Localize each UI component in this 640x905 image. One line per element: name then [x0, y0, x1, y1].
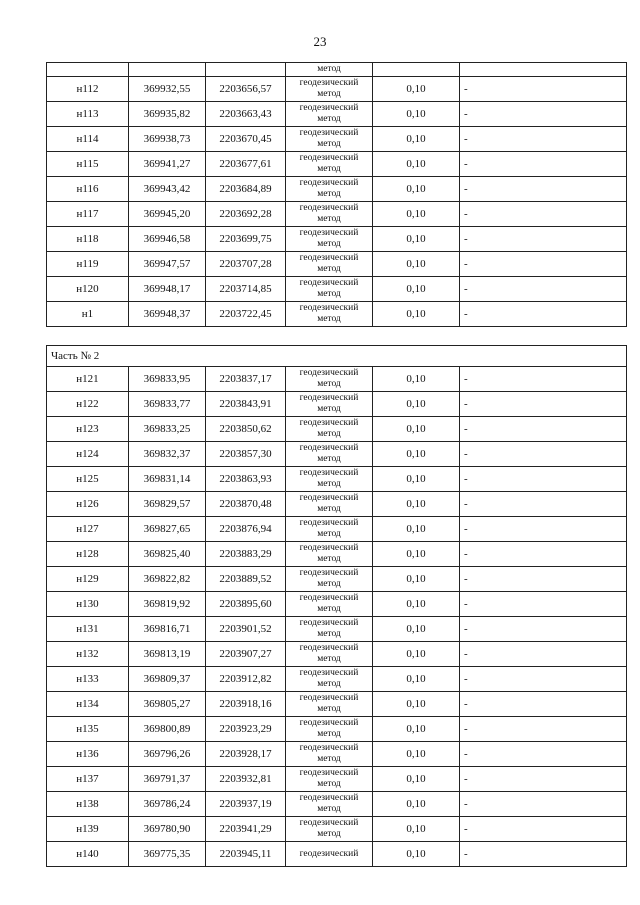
table-row: [47, 742, 627, 767]
x-coordinate-cell: 369935,82: [129, 102, 206, 127]
table-row: [47, 617, 627, 642]
note-cell: -: [460, 817, 627, 842]
accuracy-cell: 0,10: [373, 302, 460, 327]
method-line-1: геодезический: [299, 818, 359, 828]
x-coordinate-cell: 369833,95: [129, 367, 206, 392]
accuracy-cell: 0,10: [373, 592, 460, 617]
x-coordinate-cell: 369945,20: [129, 202, 206, 227]
table-row: [47, 252, 627, 277]
method-line-2: метод: [317, 804, 341, 814]
point-id-cell: н130: [47, 592, 129, 617]
y-coordinate-cell: 2203932,81: [206, 767, 286, 792]
part-title-row: [47, 346, 627, 367]
table-row: [47, 817, 627, 842]
table-row: [47, 177, 627, 202]
method-line-2: метод: [317, 214, 341, 224]
point-id-cell: н132: [47, 642, 129, 667]
method-line-2: метод: [317, 529, 341, 539]
x-coordinate-cell: 369832,37: [129, 442, 206, 467]
method-line-1: геодезический: [299, 618, 359, 628]
table-row: [47, 467, 627, 492]
point-id-cell: н117: [47, 202, 129, 227]
method-line-1: геодезический: [299, 568, 359, 578]
point-id-cell: н121: [47, 367, 129, 392]
method-line-2: метод: [317, 314, 341, 324]
y-coordinate-cell: 2203923,29: [206, 717, 286, 742]
y-coordinate-cell: 2203850,62: [206, 417, 286, 442]
x-coordinate-cell: 369786,24: [129, 792, 206, 817]
method-line-2: метод: [317, 679, 341, 689]
table-row: [47, 717, 627, 742]
y-coordinate-cell: 2203714,85: [206, 277, 286, 302]
note-cell: -: [460, 152, 627, 177]
table-row: [47, 542, 627, 567]
method-cell: [286, 467, 373, 492]
y-coordinate-cell: 2203843,91: [206, 392, 286, 417]
x-coordinate-cell: 369805,27: [129, 692, 206, 717]
method-cell: [286, 277, 373, 302]
x-coordinate-cell: 369833,25: [129, 417, 206, 442]
method-line-1: геодезический: [299, 153, 359, 163]
method-cell: [286, 442, 373, 467]
table-row: [47, 77, 627, 102]
note-cell: -: [460, 227, 627, 252]
accuracy-cell: 0,10: [373, 667, 460, 692]
point-id-cell: н125: [47, 467, 129, 492]
x-coordinate-cell: 369946,58: [129, 227, 206, 252]
method-cell: [286, 102, 373, 127]
method-line-2: метод: [317, 429, 341, 439]
x-coordinate-cell: 369780,90: [129, 817, 206, 842]
method-line-1: геодезический: [299, 848, 359, 859]
x-coordinate-cell: 369829,57: [129, 492, 206, 517]
y-coordinate-cell: 2203684,89: [206, 177, 286, 202]
x-coordinate-cell: 369816,71: [129, 617, 206, 642]
accuracy-cell: 0,10: [373, 492, 460, 517]
note-cell: -: [460, 642, 627, 667]
method-line-1: геодезический: [299, 278, 359, 288]
accuracy-cell: 0,10: [373, 252, 460, 277]
point-id-cell: н112: [47, 77, 129, 102]
table-row: [47, 127, 627, 152]
method-line-1: геодезический: [299, 128, 359, 138]
y-coordinate-cell: 2203870,48: [206, 492, 286, 517]
method-cell: [286, 202, 373, 227]
method-line-1: геодезический: [299, 303, 359, 313]
note-cell: -: [460, 842, 627, 867]
note-cell: -: [460, 717, 627, 742]
method-cell: [286, 127, 373, 152]
table-row: [47, 792, 627, 817]
method-line-2: метод: [317, 554, 341, 564]
method-cell: [286, 77, 373, 102]
method-line-1: геодезический: [299, 253, 359, 263]
note-cell: -: [460, 77, 627, 102]
method-cell: [286, 742, 373, 767]
accuracy-cell: 0,10: [373, 177, 460, 202]
note-cell: -: [460, 202, 627, 227]
method-line-1: геодезический: [299, 418, 359, 428]
method-cell: [286, 842, 373, 867]
note-cell: -: [460, 177, 627, 202]
method-line-1: геодезический: [299, 693, 359, 703]
method-cell: метод: [286, 63, 373, 77]
note-cell: -: [460, 392, 627, 417]
point-id-cell: н126: [47, 492, 129, 517]
method-line-1: геодезический: [299, 643, 359, 653]
table-row: [47, 842, 627, 867]
point-id-cell: н113: [47, 102, 129, 127]
method-line-1: геодезический: [299, 203, 359, 213]
accuracy-cell: 0,10: [373, 617, 460, 642]
table-row: [47, 642, 627, 667]
method-cell: [286, 692, 373, 717]
method-line-1: геодезический: [299, 593, 359, 603]
y-coordinate-cell: 2203918,16: [206, 692, 286, 717]
x-coordinate-cell: 369947,57: [129, 252, 206, 277]
x-coordinate-cell: 369831,14: [129, 467, 206, 492]
method-line-2: метод: [317, 479, 341, 489]
table-row: [47, 277, 627, 302]
x-coordinate-cell: 369809,37: [129, 667, 206, 692]
y-coordinate-cell: 2203889,52: [206, 567, 286, 592]
note-cell: -: [460, 277, 627, 302]
note-cell: -: [460, 492, 627, 517]
point-id-cell: н119: [47, 252, 129, 277]
method-line-2: метод: [317, 829, 341, 839]
method-line-1: геодезический: [299, 393, 359, 403]
x-coordinate-cell: 369791,37: [129, 767, 206, 792]
y-coordinate-cell: 2203670,45: [206, 127, 286, 152]
table-row: [47, 392, 627, 417]
method-line-2: метод: [317, 604, 341, 614]
table-row: [47, 517, 627, 542]
x-coordinate-cell: 369819,92: [129, 592, 206, 617]
method-cell: [286, 542, 373, 567]
note-cell: -: [460, 542, 627, 567]
method-cell: [286, 667, 373, 692]
y-coordinate-cell: 2203937,19: [206, 792, 286, 817]
method-line-2: метод: [317, 704, 341, 714]
accuracy-cell: 0,10: [373, 367, 460, 392]
method-cell: [286, 302, 373, 327]
table-row: [47, 692, 627, 717]
method-line-1: геодезический: [299, 78, 359, 88]
note-cell: -: [460, 692, 627, 717]
point-id-cell: н131: [47, 617, 129, 642]
accuracy-cell: 0,10: [373, 392, 460, 417]
accuracy-cell: 0,10: [373, 77, 460, 102]
accuracy-cell: 0,10: [373, 467, 460, 492]
accuracy-cell: 0,10: [373, 442, 460, 467]
x-coordinate-cell: 369941,27: [129, 152, 206, 177]
table-cell: [47, 63, 129, 77]
x-coordinate-cell: 369948,37: [129, 302, 206, 327]
table-row: [47, 667, 627, 692]
note-cell: -: [460, 417, 627, 442]
method-line-2: метод: [317, 579, 341, 589]
y-coordinate-cell: 2203895,60: [206, 592, 286, 617]
note-cell: -: [460, 792, 627, 817]
method-line-1: геодезический: [299, 793, 359, 803]
method-line-1: геодезический: [299, 228, 359, 238]
method-cell: [286, 567, 373, 592]
y-coordinate-cell: 2203863,93: [206, 467, 286, 492]
y-coordinate-cell: 2203707,28: [206, 252, 286, 277]
point-id-cell: н124: [47, 442, 129, 467]
method-line-1: геодезический: [299, 718, 359, 728]
method-line-1: геодезический: [299, 493, 359, 503]
point-id-cell: н140: [47, 842, 129, 867]
y-coordinate-cell: 2203883,29: [206, 542, 286, 567]
note-cell: -: [460, 517, 627, 542]
method-line-2: метод: [317, 779, 341, 789]
method-cell: [286, 767, 373, 792]
method-line-1: геодезический: [299, 543, 359, 553]
method-line-1: геодезический: [299, 518, 359, 528]
y-coordinate-cell: 2203699,75: [206, 227, 286, 252]
method-line-2: метод: [317, 504, 341, 514]
point-id-cell: н139: [47, 817, 129, 842]
table-row: [47, 767, 627, 792]
x-coordinate-cell: 369833,77: [129, 392, 206, 417]
accuracy-cell: 0,10: [373, 417, 460, 442]
note-cell: -: [460, 127, 627, 152]
x-coordinate-cell: 369932,55: [129, 77, 206, 102]
method-cell: [286, 367, 373, 392]
point-id-cell: н134: [47, 692, 129, 717]
table-cell: [373, 63, 460, 77]
point-id-cell: н118: [47, 227, 129, 252]
table-row: [47, 567, 627, 592]
method-line-1: геодезический: [299, 178, 359, 188]
table-row: [47, 302, 627, 327]
point-id-cell: н135: [47, 717, 129, 742]
method-cell: [286, 517, 373, 542]
x-coordinate-cell: 369813,19: [129, 642, 206, 667]
x-coordinate-cell: 369825,40: [129, 542, 206, 567]
method-cell: [286, 617, 373, 642]
accuracy-cell: 0,10: [373, 692, 460, 717]
accuracy-cell: 0,10: [373, 517, 460, 542]
accuracy-cell: 0,10: [373, 127, 460, 152]
table-cell: [129, 63, 206, 77]
accuracy-cell: 0,10: [373, 102, 460, 127]
table-row: [47, 152, 627, 177]
method-line-2: метод: [317, 754, 341, 764]
accuracy-cell: 0,10: [373, 202, 460, 227]
table-cell: [460, 63, 627, 77]
point-id-cell: н120: [47, 277, 129, 302]
method-cell: [286, 417, 373, 442]
y-coordinate-cell: 2203692,28: [206, 202, 286, 227]
point-id-cell: н127: [47, 517, 129, 542]
point-id-cell: н136: [47, 742, 129, 767]
method-line-1: геодезический: [299, 368, 359, 378]
point-id-cell: н133: [47, 667, 129, 692]
table-row: [47, 417, 627, 442]
method-line-2: метод: [317, 379, 341, 389]
coordinates-table-part-2: [46, 345, 627, 867]
y-coordinate-cell: 2203907,27: [206, 642, 286, 667]
accuracy-cell: 0,10: [373, 767, 460, 792]
y-coordinate-cell: 2203857,30: [206, 442, 286, 467]
method-cell: [286, 642, 373, 667]
method-cell: [286, 492, 373, 517]
y-coordinate-cell: 2203677,61: [206, 152, 286, 177]
method-cell: [286, 252, 373, 277]
table-row: [47, 102, 627, 127]
point-id-cell: н114: [47, 127, 129, 152]
method-line-2: метод: [317, 114, 341, 124]
point-id-cell: н123: [47, 417, 129, 442]
point-id-cell: н128: [47, 542, 129, 567]
accuracy-cell: 0,10: [373, 642, 460, 667]
note-cell: -: [460, 742, 627, 767]
note-cell: -: [460, 367, 627, 392]
y-coordinate-cell: 2203722,45: [206, 302, 286, 327]
point-id-cell: н137: [47, 767, 129, 792]
y-coordinate-cell: 2203656,57: [206, 77, 286, 102]
x-coordinate-cell: 369796,26: [129, 742, 206, 767]
y-coordinate-cell: 2203912,82: [206, 667, 286, 692]
table-row: [47, 442, 627, 467]
note-cell: -: [460, 667, 627, 692]
note-cell: -: [460, 252, 627, 277]
coordinates-table-part-1: [46, 62, 627, 327]
note-cell: -: [460, 767, 627, 792]
method-cell: [286, 817, 373, 842]
point-id-cell: н116: [47, 177, 129, 202]
accuracy-cell: 0,10: [373, 792, 460, 817]
table-row: [47, 227, 627, 252]
y-coordinate-cell: 2203663,43: [206, 102, 286, 127]
table-row: [47, 202, 627, 227]
table-cell: [206, 63, 286, 77]
method-cell: [286, 717, 373, 742]
note-cell: -: [460, 592, 627, 617]
note-cell: -: [460, 617, 627, 642]
accuracy-cell: 0,10: [373, 717, 460, 742]
method-line-1: геодезический: [299, 768, 359, 778]
x-coordinate-cell: 369822,82: [129, 567, 206, 592]
method-line-2: метод: [317, 189, 341, 199]
method-cell: [286, 227, 373, 252]
table-row: [47, 592, 627, 617]
method-line-2: метод: [317, 629, 341, 639]
method-line-1: геодезический: [299, 103, 359, 113]
method-line-2: метод: [317, 729, 341, 739]
note-cell: -: [460, 102, 627, 127]
point-id-cell: н115: [47, 152, 129, 177]
table-continuation-row: [47, 63, 627, 77]
method-line-2: метод: [317, 164, 341, 174]
accuracy-cell: 0,10: [373, 542, 460, 567]
point-id-cell: н129: [47, 567, 129, 592]
method-line-2: метод: [317, 264, 341, 274]
method-line-2: метод: [317, 239, 341, 249]
method-cell: [286, 177, 373, 202]
method-line-2: метод: [317, 289, 341, 299]
y-coordinate-cell: 2203941,29: [206, 817, 286, 842]
note-cell: -: [460, 302, 627, 327]
accuracy-cell: 0,10: [373, 277, 460, 302]
x-coordinate-cell: 369948,17: [129, 277, 206, 302]
table-row: [47, 367, 627, 392]
method-line-1: геодезический: [299, 443, 359, 453]
x-coordinate-cell: 369800,89: [129, 717, 206, 742]
method-cell: [286, 592, 373, 617]
y-coordinate-cell: 2203876,94: [206, 517, 286, 542]
accuracy-cell: 0,10: [373, 152, 460, 177]
y-coordinate-cell: 2203901,52: [206, 617, 286, 642]
accuracy-cell: 0,10: [373, 742, 460, 767]
method-line-2: метод: [317, 654, 341, 664]
accuracy-cell: 0,10: [373, 842, 460, 867]
x-coordinate-cell: 369775,35: [129, 842, 206, 867]
note-cell: -: [460, 442, 627, 467]
method-line-1: геодезический: [299, 668, 359, 678]
x-coordinate-cell: 369827,65: [129, 517, 206, 542]
accuracy-cell: 0,10: [373, 817, 460, 842]
method-line-1: геодезический: [299, 743, 359, 753]
y-coordinate-cell: 2203837,17: [206, 367, 286, 392]
method-line-2: метод: [317, 454, 341, 464]
method-line-1: геодезический: [299, 468, 359, 478]
method-cell: [286, 152, 373, 177]
accuracy-cell: 0,10: [373, 567, 460, 592]
method-line-2: метод: [317, 89, 341, 99]
method-line-2: метод: [317, 404, 341, 414]
method-cell: [286, 792, 373, 817]
x-coordinate-cell: 369938,73: [129, 127, 206, 152]
point-id-cell: н138: [47, 792, 129, 817]
y-coordinate-cell: 2203945,11: [206, 842, 286, 867]
page-number: 23: [313, 34, 327, 49]
table-row: [47, 492, 627, 517]
point-id-cell: н1: [47, 302, 129, 327]
y-coordinate-cell: 2203928,17: [206, 742, 286, 767]
accuracy-cell: 0,10: [373, 227, 460, 252]
note-cell: -: [460, 567, 627, 592]
note-cell: -: [460, 467, 627, 492]
method-line-2: метод: [317, 139, 341, 149]
point-id-cell: н122: [47, 392, 129, 417]
part-title: Часть № 2: [47, 346, 627, 367]
x-coordinate-cell: 369943,42: [129, 177, 206, 202]
method-cell: [286, 392, 373, 417]
